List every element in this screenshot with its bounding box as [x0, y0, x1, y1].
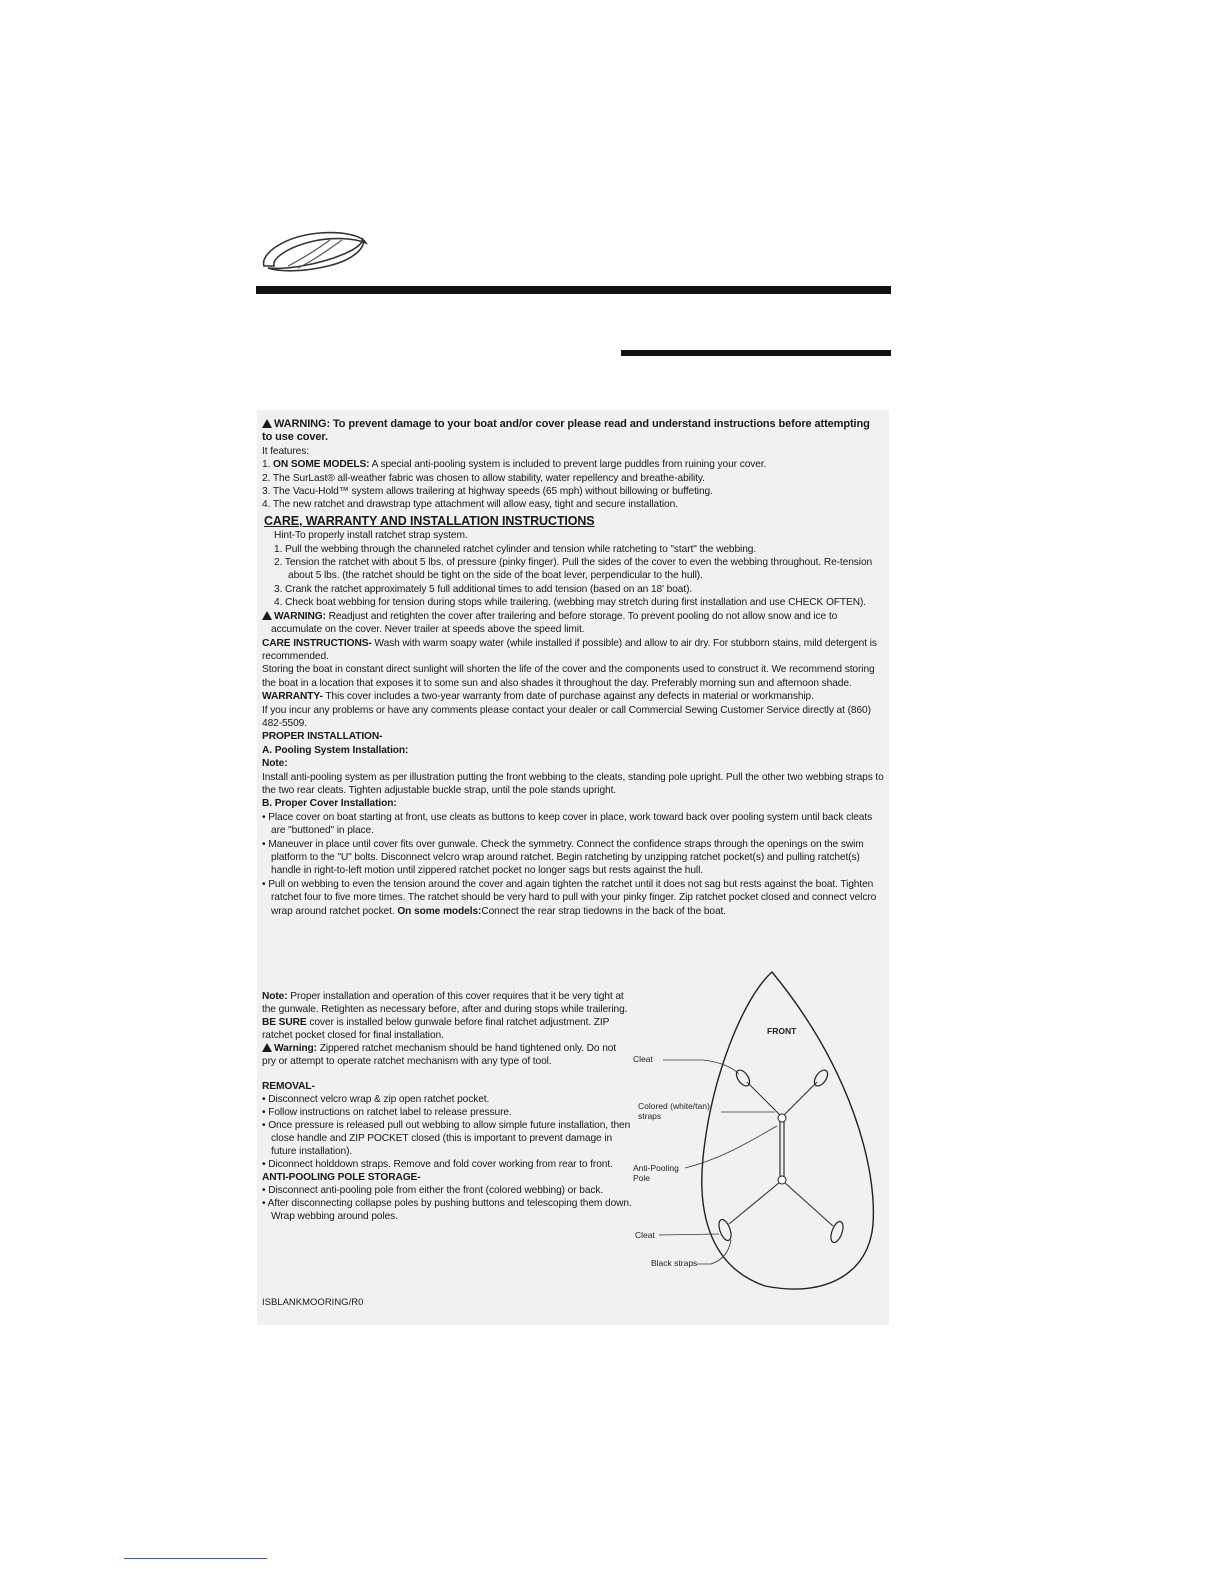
label-cleat-bottom: Cleat	[635, 1230, 655, 1240]
pooling-text: Install anti-pooling system as per illustration putting the front webbing to the cleats, standing pole upright. Pull the other two webbing straps to the two rear cleats. Tighten adjustable buckle strap, until the pole stands upright.	[262, 771, 884, 796]
instructions-text	[262, 418, 884, 918]
feature-item: 2. The SurLast® all-weather fabric was chosen to allow stability, water repellency and breathe-ability.	[262, 472, 705, 484]
header-rule	[256, 286, 891, 294]
boat-diagram	[625, 968, 887, 1298]
cover-install-title: B. Proper Cover Installation:	[262, 798, 397, 810]
strap-front-left	[747, 1082, 781, 1116]
step-item: 4. Check boat webbing for tension during stops while trailering. (webbing may stretch during first installation and use CHECK OFTEN).	[274, 597, 867, 609]
lower-left-text	[262, 990, 632, 1223]
gunwale-note: Note: Proper installation and operation of this cover requires that it be very tight at the gunwale. Retighten as necessary before, after and during stops while trailering. BE SURE cover is installed below gunwale before final ratchet adjustment. ZIP ratchet pocket closed for final installation.	[262, 991, 628, 1041]
features-list	[262, 458, 884, 512]
warning-triangle-icon	[262, 611, 272, 620]
care-instructions: CARE INSTRUCTIONS- Wash with warm soapy water (while installed if possible) and allow to air dry. For stubborn stains, mild detergent is recommended.	[262, 637, 877, 662]
storage-item-last: Wrap webbing around poles.	[271, 1211, 398, 1222]
care-title: CARE, WARRANTY AND INSTALLATION INSTRUCTIONS	[264, 513, 595, 528]
leader-cleat-bottom	[659, 1234, 719, 1235]
installation-title: PROPER INSTALLATION-	[262, 731, 383, 743]
footnote-rule	[124, 1558, 267, 1559]
label-straps-2: straps	[638, 1111, 662, 1121]
contact-text: If you incur any problems or have any comments please contact your dealer or call Commercial Sewing Customer Service directly at (860) 482-5509.	[262, 704, 871, 729]
warning-heading-cont: to use cover.	[262, 431, 328, 444]
cleat-rear-left	[717, 1218, 734, 1242]
care-warning: WARNING: Readjust and retighten the cover after trailering and before storage. To prevent pooling do not allow snow and ice to accumulate on the cover. Never trailer at speeds above the speed limit.	[262, 610, 884, 637]
strap-front-right	[783, 1082, 817, 1116]
feature-item: 3. The Vacu-Hold™ system allows trailering at highway speeds (65 mph) without billowing or buffeting.	[262, 486, 713, 498]
storage-item: • Disconnect anti-pooling pole from either the front (colored webbing) or back.	[262, 1185, 604, 1196]
install-bullet: • Maneuver in place until cover fits over gunwale. Check the symmetry. Connect the confidence straps through the openings on the swim platform to the "U" bolts. Disconnect velcro wrap around ratchet. Begin ratcheting by unzipping ratchet pocket(s) and pulling ratchet(s) handle in right-to-left motion until zippered ratchet pocket no longer sags but rests against the hull.	[262, 838, 864, 877]
removal-item: • Diconnect holddown straps. Remove and fold cover working from rear to front.	[262, 1159, 613, 1170]
note-label: Note:	[262, 758, 288, 770]
boat-hull-outline	[702, 972, 874, 1289]
step-item: 3. Crank the ratchet approximately 5 full additional times to add tension (based on an 18' boat).	[274, 583, 693, 595]
strap-rear-left	[729, 1182, 780, 1224]
warning-heading: WARNING: To prevent damage to your boat and/or cover please read and understand instructions before attempting	[262, 418, 884, 431]
document-code: ISBLANKMOORING/R0	[262, 1297, 364, 1308]
strap-rear-right	[784, 1182, 833, 1226]
step-item: 1. Pull the webbing through the channeled ratchet cylinder and tension while ratcheting to "start" the webbing.	[274, 543, 757, 555]
storage-text: Storing the boat in constant direct sunlight will shorten the life of the cover and the components used to construct it. We recommend storing the boat in a location that exposes it to some sun and also shades it throughout the day. Preferably morning sun and afternoon shade.	[262, 664, 875, 689]
label-pole: Anti-Pooling	[633, 1163, 679, 1173]
ratchet-warning: Warning: Zippered ratchet mechanism should be hand tightened only. Do not pry or attempt to operate ratchet mechanism with any type of tool.	[262, 1043, 617, 1067]
label-cleat-top: Cleat	[633, 1054, 653, 1064]
front-label: FRONT	[767, 1026, 797, 1036]
feature-item: 1. ON SOME MODELS: A special anti-pooling system is included to prevent large puddles from ruining your cover.	[262, 459, 767, 471]
hint-text: Hint-To properly install ratchet strap system.	[274, 530, 468, 542]
leader-pole	[685, 1126, 777, 1168]
removal-title: REMOVAL-	[262, 1081, 315, 1092]
step-item: 2. Tension the ratchet with about 5 lbs. of pressure (pinky finger). Pull the sides of the cover to even the webbing throughout. Re-tension about 5 lbs. (the ratchet should be tight on the side of the boat lever, perpendicular to the hull).	[274, 557, 873, 582]
removal-item: • Follow instructions on ratchet label to release pressure.	[262, 1107, 512, 1118]
label-black-straps: Black straps	[651, 1258, 698, 1268]
warning-triangle-icon	[262, 419, 272, 428]
leader-cleat-top	[663, 1060, 739, 1074]
label-straps: Colored (white/tan)	[638, 1101, 710, 1111]
label-pole-2: Pole	[633, 1173, 651, 1183]
pole-storage-title: ANTI-POOLING POLE STORAGE-	[262, 1172, 421, 1183]
warning-triangle-icon	[262, 1043, 272, 1052]
removal-item: • Disconnect velcro wrap & zip open ratchet pocket.	[262, 1094, 490, 1105]
brand-logo-icon	[258, 228, 370, 274]
section-rule	[621, 350, 891, 356]
storage-item: • After disconnecting collapse poles by pushing buttons and telescoping them down.	[262, 1198, 632, 1209]
removal-item: • Once pressure is released pull out webbing to allow simple future installation, then close handle and ZIP POCKET closed (this is important to prevent damage in future installation).	[262, 1120, 631, 1157]
pooling-title: A. Pooling System Installation:	[262, 744, 409, 756]
install-bullet: • Place cover on boat starting at front, use cleats as buttons to keep cover in place, work toward back over pooling system until back cleats are "buttoned" in place.	[262, 811, 873, 837]
install-bullet: • Pull on webbing to even the tension around the cover and again tighten the ratchet until it does not sag but rests against the boat. Tighten ratchet four to five more times. The ratchet should be very hard to pull with your pinky finger. Zip ratchet pocket closed and connect velcro wrap around ratchet pocket. On some models:Connect the rear strap tiedowns in the back of the boat.	[262, 878, 877, 917]
pole-bottom-hub	[778, 1176, 786, 1184]
feature-item: 4. The new ratchet and drawstrap type attachment will allow easy, tight and secure installation.	[262, 499, 678, 511]
warranty-text: WARRANTY- This cover includes a two-year warranty from date of purchase against any defects in material or workmanship.	[262, 691, 814, 703]
pole-top-hub	[778, 1114, 786, 1122]
features-label: It features:	[262, 445, 309, 457]
